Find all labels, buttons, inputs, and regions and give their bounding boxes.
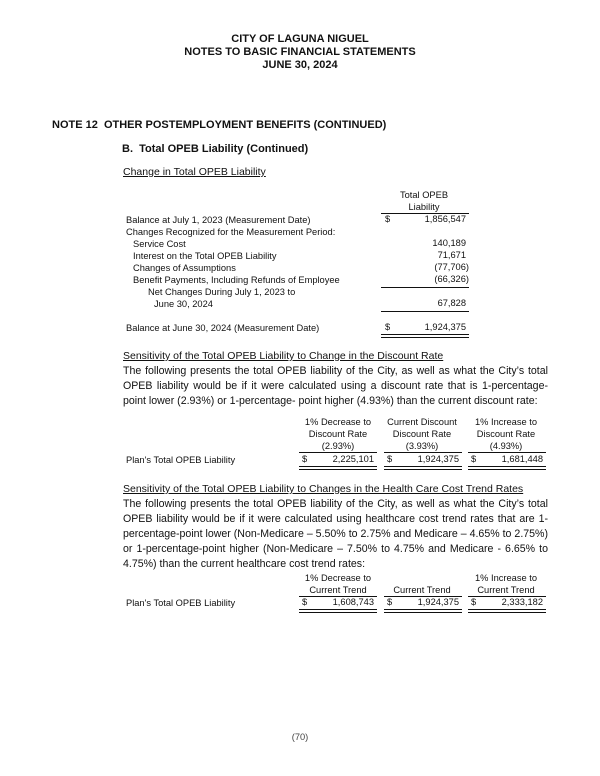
dollar-sign: $ bbox=[387, 597, 393, 607]
change-col-header-1: Total OPEB bbox=[399, 190, 449, 200]
row-value: 1,856,547 bbox=[424, 214, 466, 224]
row-value: 71,671 bbox=[437, 250, 466, 260]
change-table-title: Change in Total OPEB Liability bbox=[123, 166, 266, 178]
col-header: (4.93%) bbox=[489, 441, 523, 451]
col-header: Current Trend bbox=[393, 585, 451, 595]
change-col-header-2: Liability bbox=[408, 202, 440, 212]
col-header: 1% Increase to bbox=[474, 417, 537, 427]
page-number: (70) bbox=[291, 732, 309, 742]
row-label: Plan's Total OPEB Liability bbox=[126, 598, 236, 608]
col-header: 1% Increase to bbox=[474, 573, 537, 583]
row-value: (66,326) bbox=[434, 274, 469, 284]
row-label: Service Cost bbox=[133, 239, 186, 249]
dollar-sign: $ bbox=[385, 322, 391, 332]
dollar-sign: $ bbox=[471, 597, 477, 607]
cell-value: 1,924,375 bbox=[417, 597, 459, 607]
trend-section-title: Sensitivity of the Total OPEB Liability to Changes in the Health Care Cost Trend Rates bbox=[123, 483, 524, 495]
doc-header-city: CITY OF LAGUNA NIGUEL bbox=[231, 33, 369, 45]
col-header: 1% Decrease to bbox=[304, 573, 372, 583]
double-underline bbox=[468, 466, 546, 470]
dollar-sign: $ bbox=[385, 214, 391, 224]
doc-header-title: NOTES TO BASIC FINANCIAL STATEMENTS bbox=[184, 46, 416, 58]
col-underline bbox=[299, 452, 377, 453]
discount-section-title: Sensitivity of the Total OPEB Liability to Change in the Discount Rate bbox=[123, 350, 444, 362]
row-value: 1,924,375 bbox=[424, 322, 466, 332]
section-title: B. Total OPEB Liability (Continued) bbox=[122, 143, 309, 155]
col-header: Current Discount bbox=[387, 417, 457, 427]
col-underline bbox=[468, 452, 546, 453]
net-change-underline bbox=[381, 311, 469, 312]
col-header: 1% Decrease to bbox=[304, 417, 372, 427]
discount-paragraph: The following presents the total OPEB liability of the City, as well as what the City’s total OPEB liability would be if it were calculated using a discount rate that is 1-percentage-point lower (2.93%) or 1-percentage- point higher (4.93%) than the current discount rate: bbox=[123, 365, 548, 407]
row-label: Changes of Assumptions bbox=[133, 263, 236, 273]
row-label: Plan's Total OPEB Liability bbox=[126, 455, 236, 465]
doc-header-date: JUNE 30, 2024 bbox=[262, 59, 338, 71]
cell-value: 2,225,101 bbox=[332, 454, 374, 464]
note-title: NOTE 12 OTHER POSTEMPLOYMENT BENEFITS (CONTINUED) bbox=[52, 119, 387, 131]
row-value: 140,189 bbox=[432, 238, 466, 248]
col-header: (3.93%) bbox=[405, 441, 439, 451]
col-header: Discount Rate bbox=[392, 429, 452, 439]
trend-paragraph: The following presents the total OPEB liability of the City, as well as what the City’s total OPEB liability would be if it were calculated using healthcare cost trend rates that are 1-percentage-point lower (Non-Medicare – 5.50% to 2.75% and Medicare – 4.65% to 2.75%) or 1-percentage-point higher (Non-Medicare – 7.50% to 4.75% and Medicare - 6.65% to 4.75%) than the current healthcare cost trend rates: bbox=[123, 498, 548, 570]
double-underline bbox=[384, 466, 462, 470]
cell-value: 1,924,375 bbox=[417, 454, 459, 464]
row-label: Balance at June 30, 2024 (Measurement Date) bbox=[126, 323, 320, 333]
subtotal-underline bbox=[381, 287, 469, 288]
col-header: Discount Rate bbox=[308, 429, 368, 439]
row-label: Benefit Payments, Including Refunds of Employee bbox=[133, 275, 340, 285]
double-underline bbox=[299, 466, 377, 470]
row-label: Interest on the Total OPEB Liability bbox=[133, 251, 277, 261]
dollar-sign: $ bbox=[387, 454, 393, 464]
col-header: Current Trend bbox=[477, 585, 535, 595]
row-label: June 30, 2024 bbox=[154, 299, 213, 309]
dollar-sign: $ bbox=[302, 454, 308, 464]
row-value: (77,706) bbox=[434, 262, 469, 272]
col-header: Discount Rate bbox=[476, 429, 536, 439]
dollar-sign: $ bbox=[302, 597, 308, 607]
double-underline bbox=[384, 609, 462, 613]
row-value: 67,828 bbox=[437, 298, 466, 308]
col-header: Current Trend bbox=[309, 585, 367, 595]
row-label: Changes Recognized for the Measurement Period: bbox=[126, 227, 336, 237]
dollar-sign: $ bbox=[471, 454, 477, 464]
double-underline bbox=[468, 609, 546, 613]
cell-value: 1,681,448 bbox=[501, 454, 543, 464]
row-label: Net Changes During July 1, 2023 to bbox=[148, 287, 296, 297]
cell-value: 2,333,182 bbox=[501, 597, 543, 607]
total-double-underline bbox=[381, 334, 469, 338]
col-header: (2.93%) bbox=[321, 441, 355, 451]
col-underline bbox=[384, 452, 462, 453]
double-underline bbox=[299, 609, 377, 613]
row-label: Balance at July 1, 2023 (Measurement Date) bbox=[126, 215, 311, 225]
cell-value: 1,608,743 bbox=[332, 597, 374, 607]
